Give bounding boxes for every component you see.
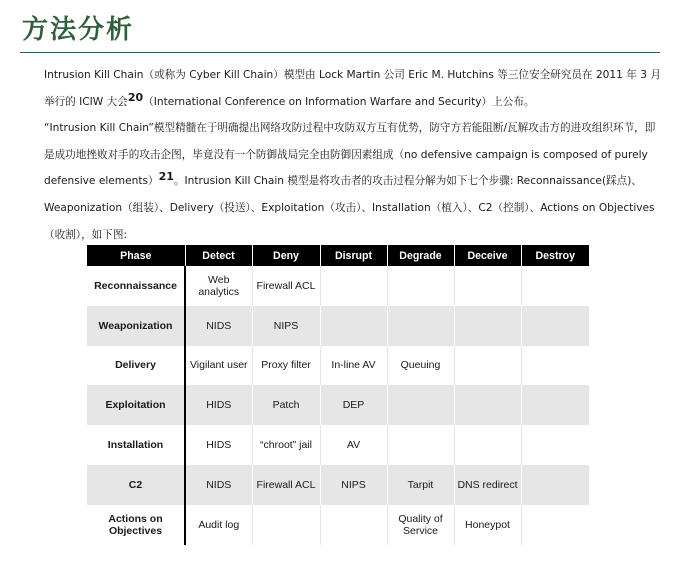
- table-cell: Firewall ACL: [252, 465, 320, 505]
- table-cell: Web analytics: [185, 266, 252, 306]
- paragraph-1: [20, 62, 662, 115]
- header-destroy: Destroy: [521, 245, 589, 266]
- table-row: [87, 306, 589, 346]
- phase-cell: C2: [87, 465, 185, 505]
- table-cell: [521, 346, 589, 386]
- table-cell: [387, 306, 454, 346]
- table-row: [87, 425, 589, 465]
- header-degrade: Degrade: [387, 245, 454, 266]
- paragraph-1-text-a: Intrusion Kill Chain（或称为 Cyber Kill Chain）模型由 Lock Martin 公司 Eric M. Hutchins 等三位安全研究员在 2011 年 3 月举行的 ICIW 大会: [44, 69, 661, 108]
- table-header-row: [87, 245, 589, 266]
- phase-cell: Reconnaissance: [87, 266, 185, 306]
- table-cell: [454, 266, 521, 306]
- table-cell: Tarpit: [387, 465, 454, 505]
- header-deny: Deny: [252, 245, 320, 266]
- table-cell: Quality of Service: [387, 505, 454, 545]
- title-divider: [20, 52, 660, 53]
- table-cell: NIPS: [252, 306, 320, 346]
- paragraph-2-text-b: 。Intrusion Kill Chain 模型是将攻击者的攻击过程分解为如下七个步骤: Reconnaissance(踩点)、Weaponization（组装）、Delivery（投送）、Exploitation（攻击）、Installation（植入）、C2（控制）、Actions on Objectives（收割），如下图:: [44, 175, 655, 241]
- table-cell: [521, 425, 589, 465]
- phase-cell: Delivery: [87, 346, 185, 386]
- table-cell: [320, 306, 387, 346]
- table-cell: [521, 505, 589, 545]
- table-cell: Honeypot: [454, 505, 521, 545]
- table-cell: [320, 266, 387, 306]
- table-row: [87, 266, 589, 306]
- table-cell: Patch: [252, 385, 320, 425]
- table-cell: DEP: [320, 385, 387, 425]
- header-deceive: Deceive: [454, 245, 521, 266]
- table-cell: Audit log: [185, 505, 252, 545]
- table-cell: Firewall ACL: [252, 266, 320, 306]
- header-phase: Phase: [87, 245, 185, 266]
- header-disrupt: Disrupt: [320, 245, 387, 266]
- paragraph-2: [20, 115, 662, 248]
- table-cell: Queuing: [387, 346, 454, 386]
- table-cell: [387, 425, 454, 465]
- table-cell: [320, 505, 387, 545]
- body-text: [20, 62, 662, 248]
- paragraph-1-text-b: （International Conference on Information Warfare and Security）上公布。: [143, 95, 535, 108]
- footnote-ref-20[interactable]: 20: [127, 90, 144, 104]
- footnote-ref-21[interactable]: 21: [158, 170, 174, 184]
- phase-cell: Weaponization: [87, 306, 185, 346]
- table-cell: [387, 266, 454, 306]
- table-cell: In-line AV: [320, 346, 387, 386]
- paragraph-2-text-a: “Intrusion Kill Chain”模型精髓在于明确提出网络攻防过程中攻防双方互有优势，防守方若能阻断/瓦解攻击方的进攻组织环节，即是成功地挫败对手的攻击企图，毕竟没有一个防御战局完全由防御因素组成（no defensive campaign is composed of purely defensive elements）: [44, 122, 656, 188]
- kill-chain-matrix-table: [87, 245, 589, 545]
- table-cell: [454, 306, 521, 346]
- table-cell: [252, 505, 320, 545]
- table-cell: NIPS: [320, 465, 387, 505]
- table-cell: [454, 346, 521, 386]
- table-cell: [521, 465, 589, 505]
- table-row: [87, 505, 589, 545]
- header-detect: Detect: [185, 245, 252, 266]
- table-cell: Proxy filter: [252, 346, 320, 386]
- table-cell: [454, 385, 521, 425]
- table-row: [87, 385, 589, 425]
- section-title: 方法分析: [22, 15, 135, 45]
- phase-cell: Installation: [87, 425, 185, 465]
- table-cell: “chroot” jail: [252, 425, 320, 465]
- table-cell: [521, 385, 589, 425]
- table-cell: Vigilant user: [185, 346, 252, 386]
- table-cell: [454, 425, 521, 465]
- table-cell: [521, 306, 589, 346]
- table-row: [87, 346, 589, 386]
- phase-cell: Actions on Objectives: [87, 505, 185, 545]
- table-cell: NIDS: [185, 306, 252, 346]
- table-cell: NIDS: [185, 465, 252, 505]
- table-cell: [387, 385, 454, 425]
- table-cell: AV: [320, 425, 387, 465]
- table-cell: HIDS: [185, 385, 252, 425]
- table-row: [87, 465, 589, 505]
- table-cell: HIDS: [185, 425, 252, 465]
- table-cell: DNS redirect: [454, 465, 521, 505]
- phase-cell: Exploitation: [87, 385, 185, 425]
- table-cell: [521, 266, 589, 306]
